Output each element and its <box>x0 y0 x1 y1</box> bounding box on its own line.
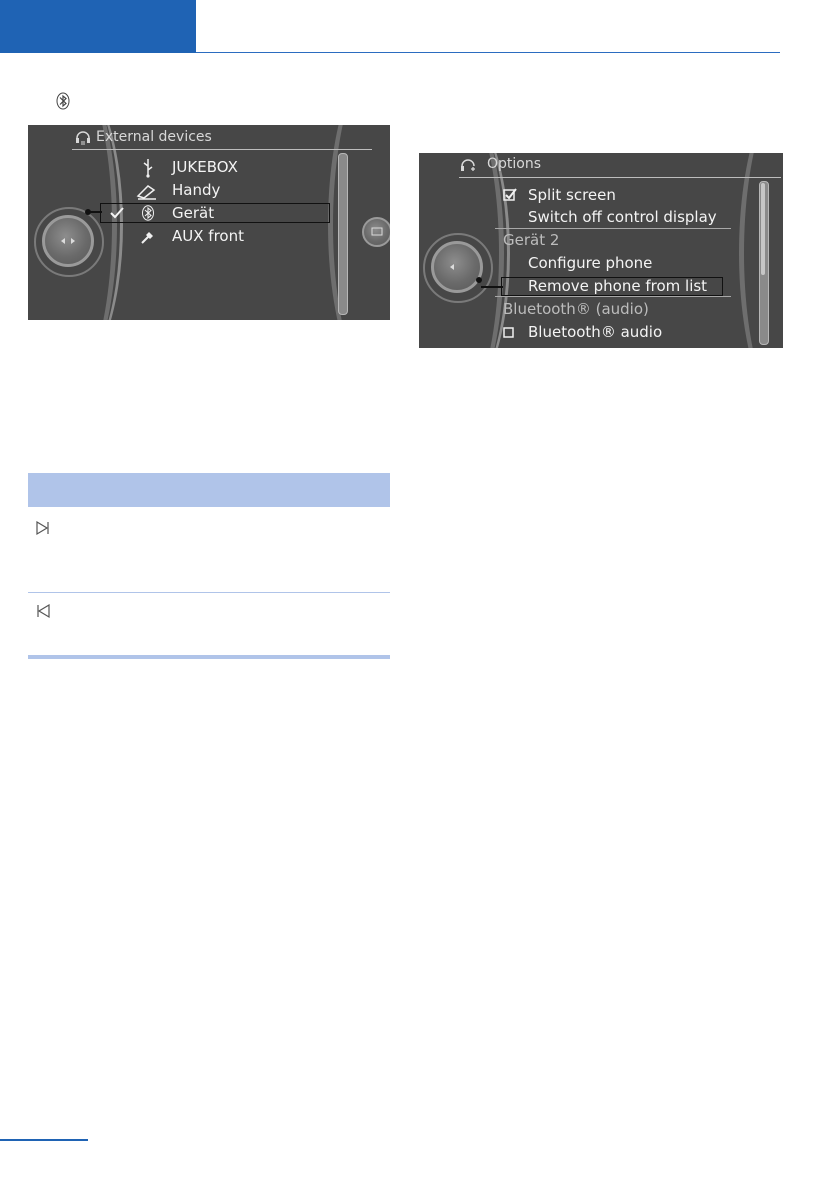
checkmark-icon <box>110 207 124 219</box>
scrollbar-thumb[interactable] <box>761 183 765 275</box>
phone-icon <box>136 182 158 200</box>
screen-title: Options <box>487 156 542 172</box>
screen-mode-icon <box>364 219 390 245</box>
menu-item-handy[interactable]: Handy <box>172 181 221 199</box>
menu-item-aux-front[interactable]: AUX front <box>172 227 244 245</box>
scrollbar[interactable] <box>338 153 348 315</box>
pointer-line <box>88 211 102 213</box>
menu-item-geraet[interactable]: Gerät <box>172 204 215 222</box>
chapter-tab <box>0 0 196 53</box>
menu-item-jukebox[interactable]: JUKEBOX <box>172 158 238 176</box>
menu-item-split-screen[interactable]: Split screen <box>528 186 616 204</box>
usb-icon <box>142 158 154 178</box>
external-devices-screen <box>28 125 390 320</box>
skip-back-icon <box>35 603 51 619</box>
controller-knob[interactable] <box>42 215 94 267</box>
table-header <box>28 473 390 507</box>
section-rule <box>495 296 731 297</box>
checkbox-unchecked-icon[interactable] <box>503 327 515 339</box>
menu-item-switch-off-display[interactable]: Switch off control display <box>528 208 717 226</box>
screen-title: External devices <box>96 129 212 145</box>
menu-item-bluetooth-audio[interactable]: Bluetooth® audio <box>528 323 663 341</box>
skip-forward-icon <box>35 520 51 536</box>
title-rule <box>459 177 781 178</box>
table-row-divider <box>28 592 390 593</box>
options-menu-icon <box>459 157 477 175</box>
menu-item-configure-phone[interactable]: Configure phone <box>528 254 653 272</box>
controller-knob[interactable] <box>431 241 483 293</box>
pointer-line <box>481 286 503 288</box>
knob-arrow-icon <box>434 244 480 290</box>
knob-arrows-icon <box>45 218 91 264</box>
table-bottom-rule <box>28 655 390 659</box>
section-header-device: Gerät 2 <box>503 231 560 249</box>
side-button[interactable] <box>362 217 390 247</box>
bluetooth-icon <box>142 205 154 221</box>
highlight-box <box>100 203 330 223</box>
headset-menu-icon <box>74 129 92 147</box>
pointer-dot <box>476 277 482 283</box>
bluetooth-icon <box>56 92 70 110</box>
header-rule <box>196 52 780 53</box>
checkbox-checked-icon[interactable] <box>503 188 517 202</box>
footer-rule <box>0 1139 88 1141</box>
section-header-bluetooth-audio: Bluetooth® (audio) <box>503 300 649 318</box>
menu-item-remove-phone[interactable]: Remove phone from list <box>528 277 708 295</box>
title-rule <box>72 149 372 150</box>
aux-plug-icon <box>140 229 156 245</box>
options-screen <box>419 153 783 348</box>
section-rule <box>495 228 731 229</box>
